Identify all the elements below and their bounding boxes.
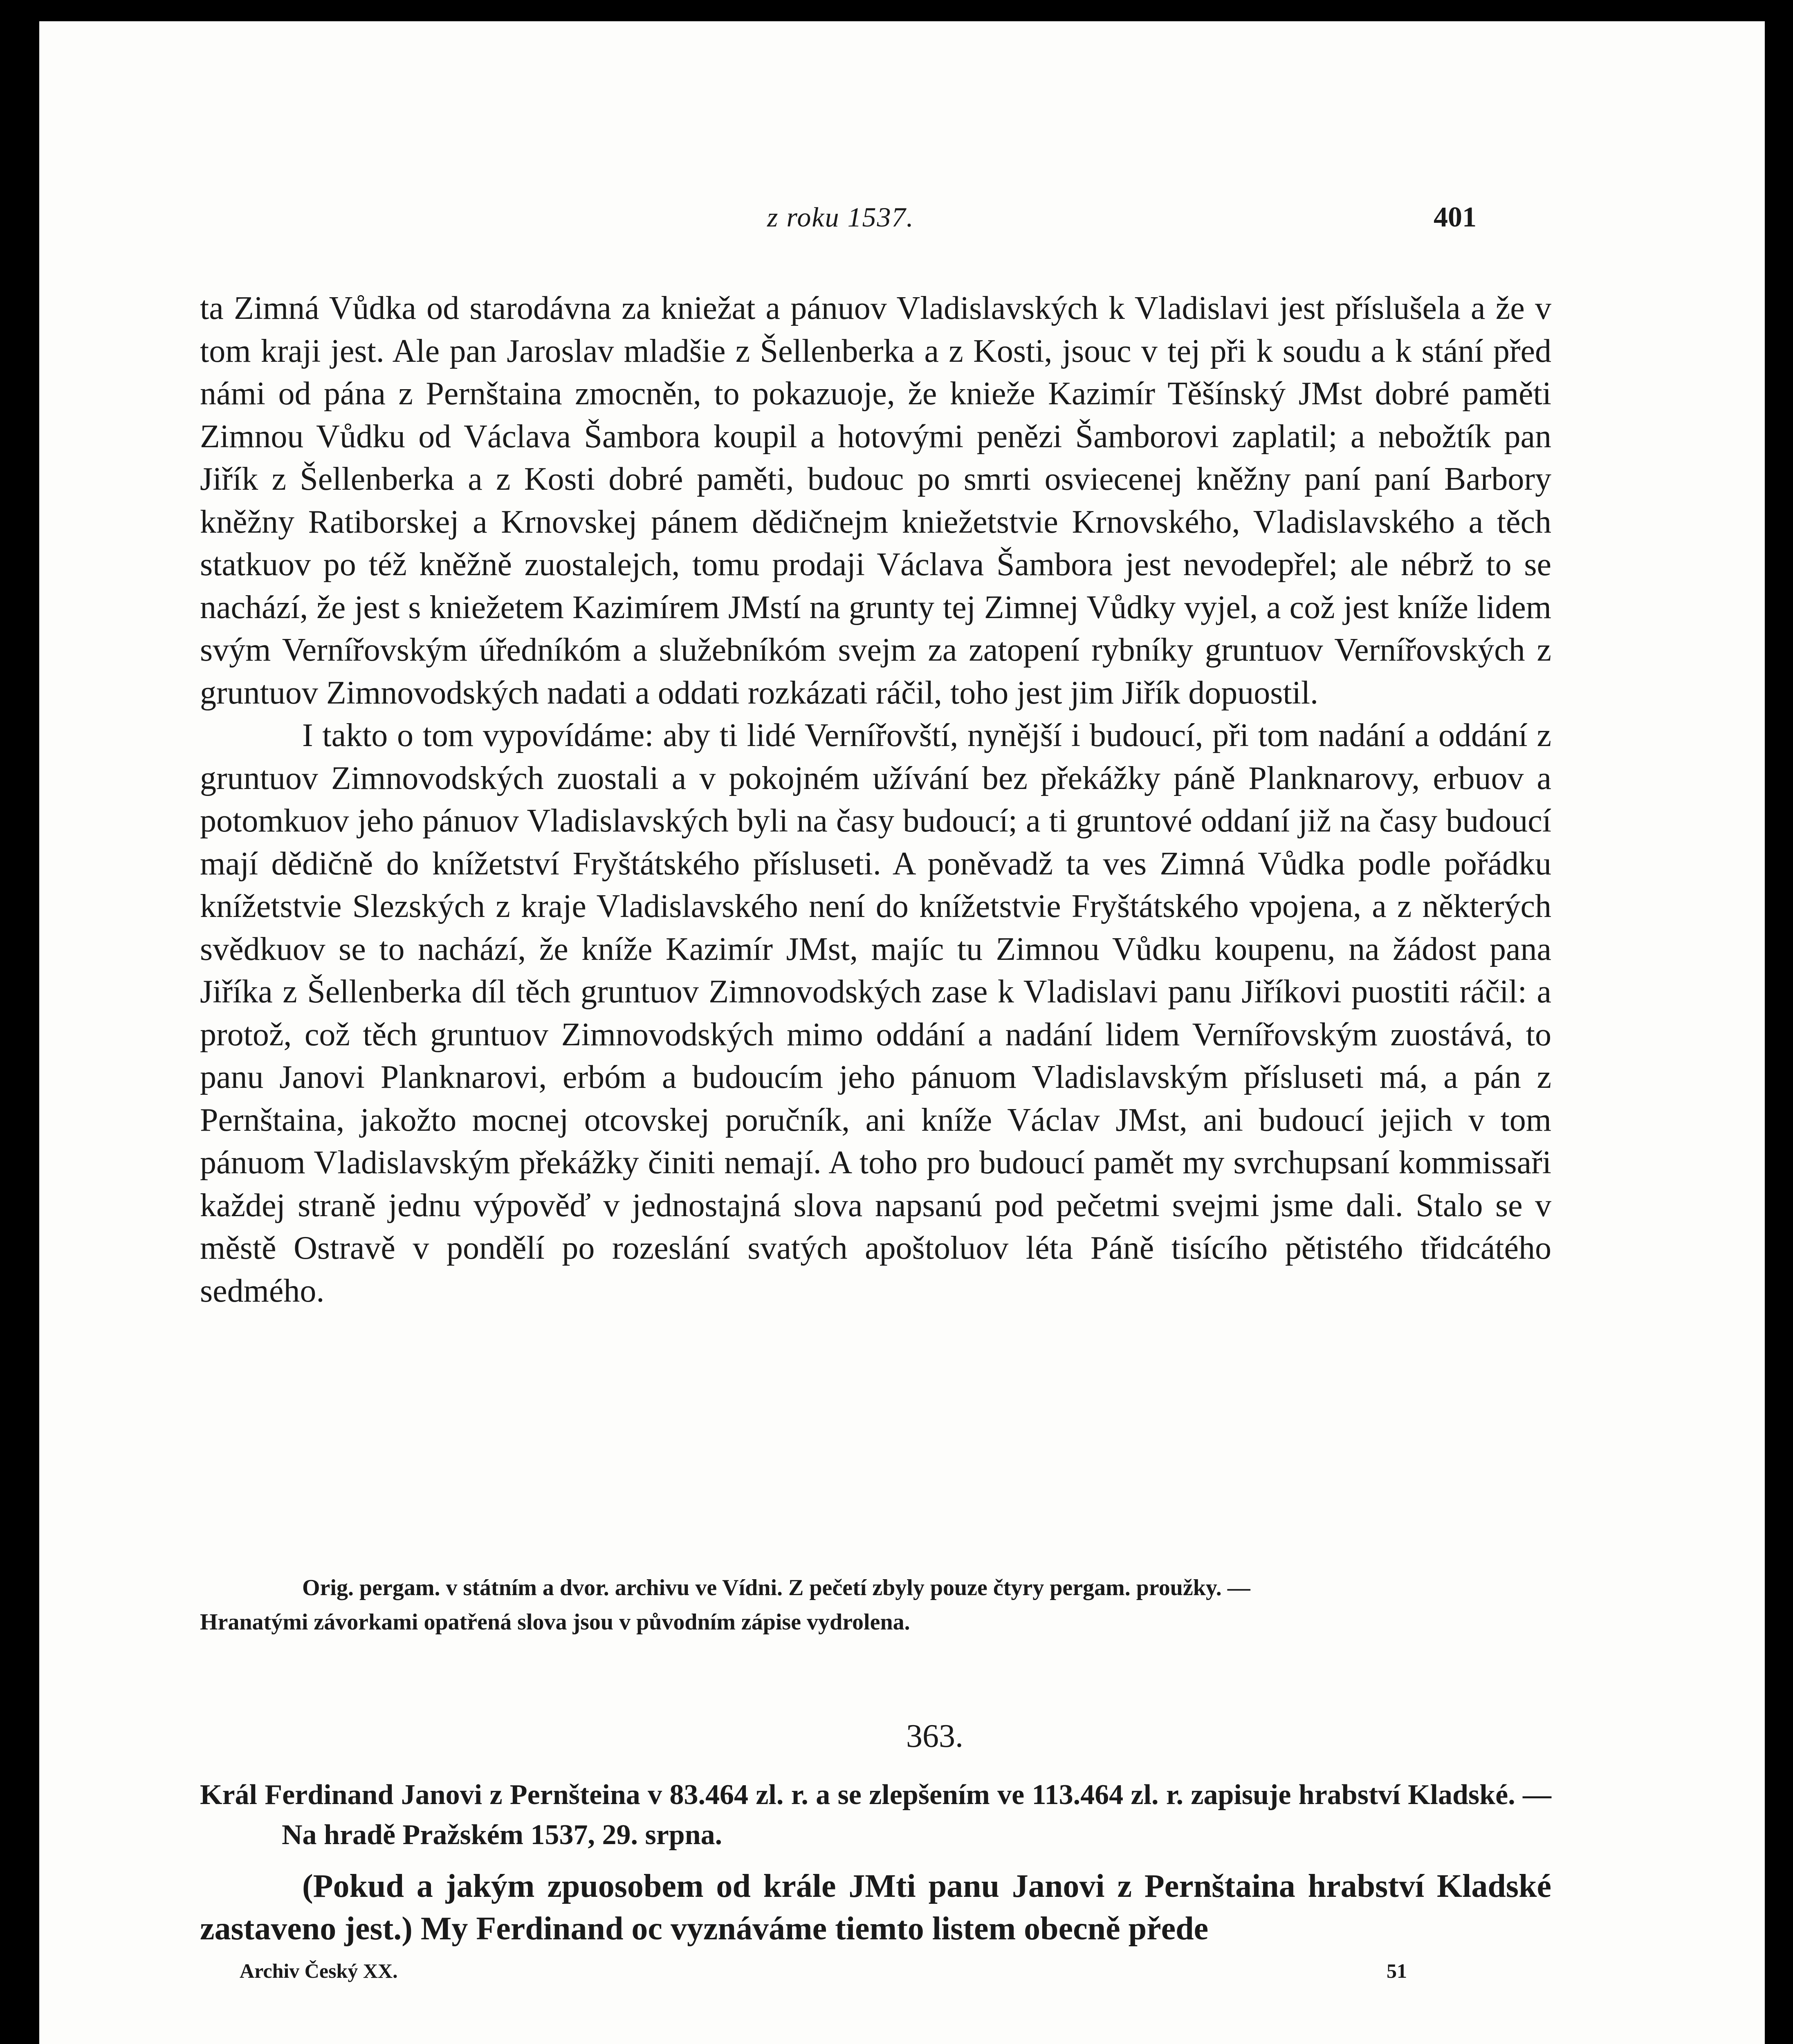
regest-text: Král Ferdinand Janovi z Pernšteina v 83.464 zl. r. a se zlepšením ve 113.464 zl. r. zapisuje hrabství Kladské. — Na hradě Pražském 1537, 29. srpna.	[200, 1779, 1551, 1851]
footer-sheet-number: 51	[1387, 1959, 1407, 1982]
main-text	[200, 287, 1551, 1312]
opening-text: (Pokud a jakým zpuosobem od krále JMti panu Janovi z Pernštaina hrabství Kladské zastaveno jest.) My Ferdinand oc vyznáváme tiemto listem obecně přede	[200, 1868, 1551, 1947]
document-opening	[200, 1865, 1551, 1950]
running-title: z roku 1537.	[767, 202, 914, 233]
source-note-line-1: Orig. pergam. v státním a dvor. archivu ve Vídni. Z pečetí zbyly pouze čtyry pergam. proužky. —	[302, 1575, 1250, 1600]
source-note	[200, 1571, 1551, 1639]
paragraph-2: I takto o tom vypovídáme: aby ti lidé Vernířovští, nynější i budoucí, při tom nadání a oddání z gruntuov Zimnovodských zuostali a v pokojném užívání bez překážky páně Planknarovy, erbuov a potomkuov jeho pánuov Vladislavských byli na časy budoucí; a ti gruntové oddaní již na časy budoucí mají dědičně do knížetství Fryštátského přísluseti. A poněvadž ta ves Zimná Vůdka podle pořádku knížetstvie Slezských z kraje Vladislavského není do knížetstvie Fryštátského vpojena, a z některých svědkuov se to nachází, že kníže Kazimír JMst, majíc tu Zimnou Vůdku koupenu, na žádost pana Jiříka z Šellenberka díl těch gruntuov Zimnovodských zase k Vladislavi panu Jiříkovi puostiti ráčil: a protož, což těch gruntuov Zimnovodských mimo oddání a nadání lidem Vernířovským zuostává, to panu Janovi Planknarovi, erbóm a budoucím jeho pánuom Vladislavským přísluseti má, a pán z Pernštaina, jakožto mocnej otcovskej poručník, ani kníže Václav JMst, ani budoucí jejich v tom pánuom Vladislavským překážky činiti nemají. A toho pro budoucí pamět my svrchupsaní kommissaři každej straně jednu výpověď v jednostajná slova napsanú pod pečetmi svejmi jsme dali. Stalo se v městě Ostravě v pondělí po rozeslání svatých apoštoluov léta Páně tisícího pětistého třidcátého sedmého.	[200, 717, 1551, 1309]
footer-signature: Archiv Český XX.	[240, 1959, 398, 1982]
page-number: 401	[1434, 202, 1477, 233]
source-note-line-2: Hranatými závorkami opatřená slova jsou v původním zápise vydrolena.	[200, 1609, 910, 1635]
page-footer	[39, 1959, 1765, 1992]
running-head	[39, 201, 1765, 246]
document-number: 363.	[906, 1718, 963, 1754]
book-page	[39, 21, 1765, 2044]
paragraph-1: ta Zimná Vůdka od starodávna za kniežat a pánuov Vladislavských k Vladislavi jest příslušela a že v tom kraji jest. Ale pan Jaroslav mladšie z Šellenberka a z Kosti, jsouc v tej při k soudu a k stání před námi od pána z Pernštaina zmocněn, to pokazuoje, že knieže Kazimír Těšínský JMst dobré paměti Zimnou Vůdku od Václava Šambora koupil a hotovými penězi Šamborovi zaplatil; a nebožtík pan Jiřík z Šellenberka a z Kosti dobré paměti, budouc po smrti osviecenej kněžny paní paní Barbory kněžny Ratiborskej a Krnovskej pánem dědičnejm kniežetstvie Krnovského, Vladislavského a těch statkuov po též kněžně zuostalejch, tomu prodaji Václava Šambora jest nevodepřel; ale nébrž to se nachází, že jest s kniežetem Kazimírem JMstí na grunty tej Zimnej Vůdky vyjel, a což jest kníže lidem svým Vernířovským úředníkóm a služebníkóm svejm za zatopení rybníky gruntuov Vernířovských z gruntuov Zimnovodských nadati a oddati rozkázati ráčil, toho jest jim Jiřík dopuostil.	[200, 290, 1551, 711]
document-regest	[200, 1775, 1551, 1855]
